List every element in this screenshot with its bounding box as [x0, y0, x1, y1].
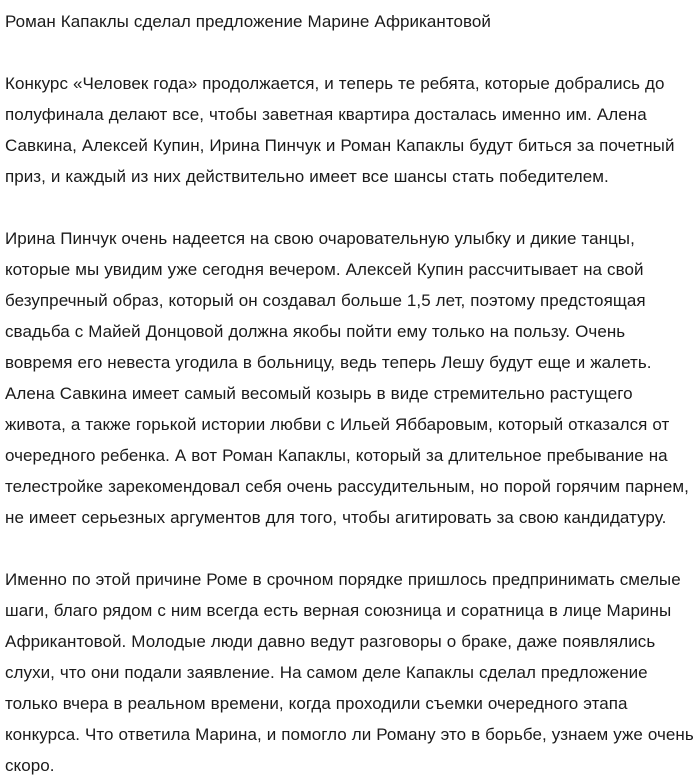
paragraph-spacer	[5, 192, 695, 223]
article-paragraph: Конкурс «Человек года» продолжается, и теперь те ребята, которые добрались до полуфинала делают все, чтобы заветная квартира досталась именно им. Алена Савкина, Алексей Купин, Ирина Пинчук и Роман Капаклы будут биться за почетный приз, и каждый из них действительно имеет все шансы стать победителем.	[5, 74, 675, 186]
article-body	[5, 68, 695, 781]
article-paragraph: Ирина Пинчук очень надеется на свою очаровательную улыбку и дикие танцы, которые мы увидим уже сегодня вечером. Алексей Купин рассчитывает на свой безупречный образ, который он создавал больше 1,5 лет, поэтому предстоящая свадьба с Майей Донцовой должна якобы пойти ему только на пользу. Очень вовремя его невеста угодила в больницу, ведь теперь Лешу будут еще и жалеть. Алена Савкина имеет самый весомый козырь в виде стремительно растущего живота, а также горькой истории любви с Ильей Яббаровым, который отказался от очередного ребенка. А вот Роман Капаклы, который за длительное пребывание на телестройке зарекомендовал себя очень рассудительным, но порой горячим парнем, не имеет серьезных аргументов для того, чтобы агитировать за свою кандидатуру.	[5, 229, 689, 527]
paragraph-spacer	[5, 533, 695, 564]
article-title: Роман Капаклы сделал предложение Марине Африкантовой	[5, 12, 491, 31]
article-paragraph: Именно по этой причине Роме в срочном порядке пришлось предпринимать смелые шаги, благо рядом с ним всегда есть верная союзница и соратница в лице Марины Африкантовой. Молодые люди давно ведут разговоры о браке, даже появлялись слухи, что они подали заявление. На самом деле Капаклы сделал предложение только вчера в реальном времени, когда проходили съемки очередного этапа конкурса. Что ответила Марина, и помогло ли Роману это в борьбе, узнаем уже очень скоро.	[5, 570, 694, 775]
title-paragraph-spacer	[5, 37, 695, 68]
